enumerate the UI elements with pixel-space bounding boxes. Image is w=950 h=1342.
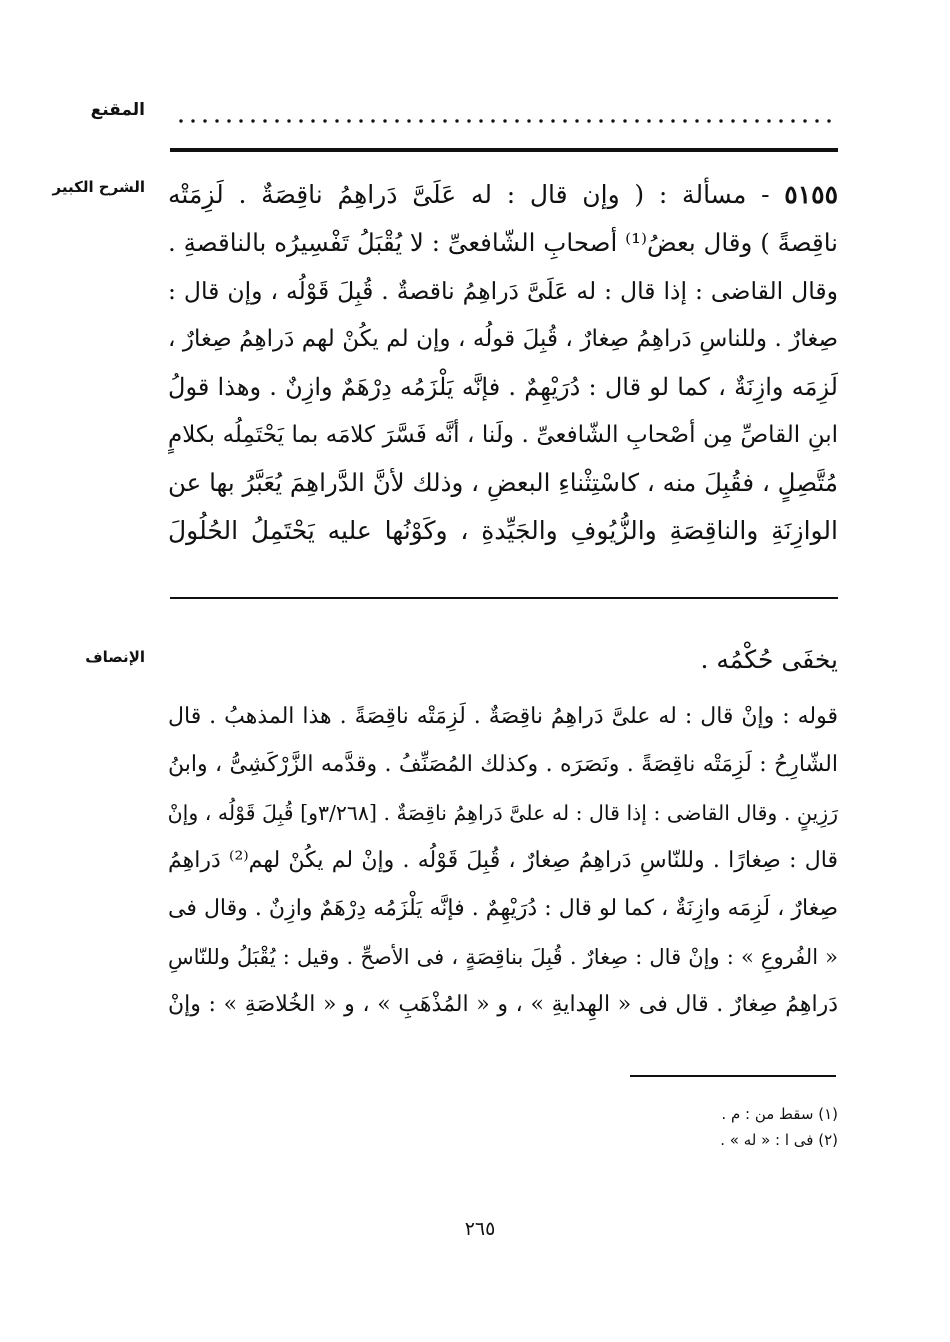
insaf-text [168, 693, 838, 1029]
insaf-line-5: صِغارٌ ، لَزِمَه وازِنَةٌ ، كما لو قال : دُرَيْهِمٌ . فإنَّه يَلْزَمُه دِرْهَمٌ وازِنٌ . وقال فى [168, 896, 838, 921]
footnote-1: (١) سقط من : م . [721, 1105, 838, 1123]
insaf-line-6: « الفُروعِ » : وإنْ قال : صِغارٌ . قُبِلَ بناقِصَةٍ ، فى الأصحِّ . وقيل : يُقْبَلُ وللنّاسِ [168, 945, 838, 969]
insaf-line-2: الشّارِحُ : لَزِمَتْه ناقِصَةً . ونَصَرَه . وكذلك المُصَنِّفُ . وقدَّمه الزَّرْكَشِىُّ ، وابنُ [168, 752, 838, 777]
footnote-rule [630, 1075, 836, 1077]
insaf-section-label: الإنصاف [85, 648, 145, 666]
sharh-line-7: مُتَّصِلٍ ، فقُبِلَ منه ، كاسْتِثْناءِ البعضِ ، وذلك لأنَّ الدَّراهِمَ يُعَبَّرُ بها عن [168, 468, 838, 497]
insaf-line-7: دَراهِمُ صِغارٌ . قال فى « الهِدايةِ » ، و « المُذْهَبِ » ، و « الخُلاصَةِ » : وإنْ [168, 992, 838, 1017]
sharh-section-label: الشرح الكبير [52, 178, 145, 196]
sharh-text [168, 171, 838, 555]
sharh-line-5: لَزِمَه وازِنَةٌ ، كما لو قال : دُرَيْهِمٌ . فإنَّه يَلْزَمُه دِرْهَمٌ وازِنٌ . وهذا قولُ [168, 373, 838, 401]
book-title: المقنع [90, 100, 145, 120]
insaf-line-4: قال : صِغارًا . وللنّاسِ دَراهِمُ صِغارٌ ، قُبِلَ قَوْلُه . وإنْ لم يكُنْ لهم⁽²⁾ دَراهِمُ [168, 848, 838, 873]
sharh-line-6: ابنِ القاصِّ مِن أصْحابِ الشّافعىِّ . ولَنا ، أنَّه فَسَّرَ كلامَه بما يَحْتَمِلُه بكلامٍ [168, 422, 838, 448]
sharh-line-1 [168, 171, 838, 219]
sharh-line-8: الوازِنَةِ والناقِصَةِ والزُّيُوفِ والجَيِّدةِ ، وكَوْنُها عليه يَحْتَمِلُ الحُلُولَ [168, 516, 838, 545]
header-rule [170, 148, 838, 152]
footnotes [720, 1101, 838, 1153]
footnote-2: (٢) فى ا : « له » . [720, 1131, 838, 1149]
issue-number: ٥١٥٥ [784, 180, 838, 209]
header-dotted-rule [175, 118, 835, 124]
page-number: ٢٦٥ [464, 1218, 496, 1240]
sharh-continuation: يخفَى حُكْمُه . [700, 645, 838, 674]
insaf-line-3: رَزِينٍ . وقال القاضى : إذا قال : له علىَّ دَراهِمُ ناقِصَةٌ . [٣/٢٦٨و] قُبِلَ قَوْلُه ، وإنْ [168, 801, 838, 825]
section-divider [170, 597, 838, 599]
sharh-line-2: ناقِصةً ) وقال بعضُ⁽¹⁾ أصحابِ الشّافعىِّ : لا يُقْبَلُ تَفْسِيرُه بالناقصةِ . [168, 228, 838, 257]
sharh-line-3: وقال القاضى : إذا قال : له عَلَىَّ دَراهِمُ ناقصةٌ . قُبِلَ قَوْلُه ، وإن قال : [168, 277, 838, 305]
sharh-line-4: صِغارٌ . وللناسِ دَراهِمُ صِغارٌ ، قُبِلَ قولُه ، وإن لم يكُنْ لهم دَراهِمُ صِغارٌ ، [168, 326, 838, 352]
insaf-line-1: قوله : وإنْ قال : له علىَّ دَراهِمُ ناقِصَةٌ . لَزِمَتْه ناقِصَةً . هذا المذهبُ . قال [168, 704, 838, 729]
sharh-line-1-text: - مسألة : ( وإن قال : له عَلَىَّ دَراهِمُ ناقِصَةٌ . لَزِمَتْه [168, 180, 785, 209]
